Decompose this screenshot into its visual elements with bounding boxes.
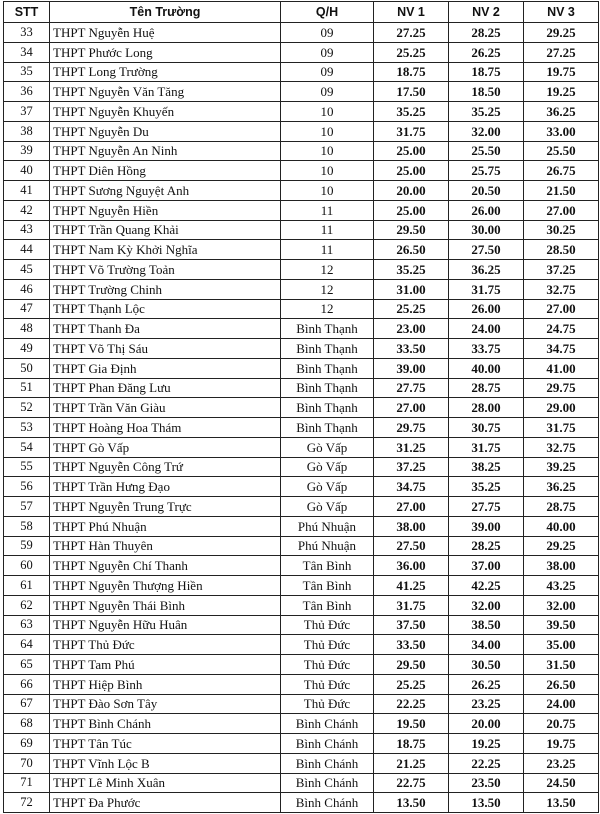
cell-stt: 46 — [4, 279, 50, 299]
cell-stt: 68 — [4, 714, 50, 734]
cell-nv3: 27.25 — [524, 42, 599, 62]
cell-nv3: 19.75 — [524, 734, 599, 754]
cell-district: Phú Nhuận — [281, 536, 374, 556]
cell-stt: 39 — [4, 141, 50, 161]
cell-stt: 44 — [4, 240, 50, 260]
cell-school-name: THPT Hiệp Bình — [50, 674, 281, 694]
cell-stt: 49 — [4, 339, 50, 359]
cell-nv2: 18.75 — [449, 62, 524, 82]
cell-nv1: 20.00 — [374, 181, 449, 201]
table-row — [4, 260, 599, 280]
table-row — [4, 773, 599, 793]
cell-nv1: 31.75 — [374, 595, 449, 615]
cell-district: 10 — [281, 161, 374, 181]
cell-nv3: 30.25 — [524, 220, 599, 240]
cell-nv1: 37.50 — [374, 615, 449, 635]
cell-district: Phú Nhuận — [281, 516, 374, 536]
cell-stt: 71 — [4, 773, 50, 793]
table-row — [4, 457, 599, 477]
table-row — [4, 339, 599, 359]
cell-stt: 54 — [4, 437, 50, 457]
cell-nv1: 34.75 — [374, 477, 449, 497]
cell-nv2: 28.75 — [449, 378, 524, 398]
cell-stt: 37 — [4, 102, 50, 122]
cell-school-name: THPT Thủ Đức — [50, 635, 281, 655]
cell-nv2: 20.00 — [449, 714, 524, 734]
cell-school-name: THPT Đa Phước — [50, 793, 281, 813]
cell-nv2: 30.75 — [449, 418, 524, 438]
cell-school-name: THPT Nguyễn Du — [50, 121, 281, 141]
table-row — [4, 694, 599, 714]
cell-school-name: THPT Đào Sơn Tây — [50, 694, 281, 714]
cell-school-name: THPT Trần Quang Khải — [50, 220, 281, 240]
cell-nv2: 26.25 — [449, 674, 524, 694]
cell-nv3: 31.50 — [524, 655, 599, 675]
cell-nv1: 22.75 — [374, 773, 449, 793]
cell-nv1: 36.00 — [374, 556, 449, 576]
cell-stt: 62 — [4, 595, 50, 615]
cell-nv3: 24.50 — [524, 773, 599, 793]
cell-nv3: 32.75 — [524, 279, 599, 299]
table-row — [4, 674, 599, 694]
table-row — [4, 556, 599, 576]
cell-school-name: THPT Diên Hồng — [50, 161, 281, 181]
cell-district: Bình Thạnh — [281, 398, 374, 418]
cell-stt: 45 — [4, 260, 50, 280]
cell-nv3: 24.00 — [524, 694, 599, 714]
table-row — [4, 615, 599, 635]
cell-nv1: 23.00 — [374, 319, 449, 339]
cell-nv1: 18.75 — [374, 734, 449, 754]
cell-district: Bình Thạnh — [281, 418, 374, 438]
table-body — [4, 23, 599, 813]
cell-district: Thủ Đức — [281, 615, 374, 635]
cell-nv3: 26.50 — [524, 674, 599, 694]
cell-school-name: THPT Phan Đăng Lưu — [50, 378, 281, 398]
cell-stt: 56 — [4, 477, 50, 497]
cell-district: Tân Bình — [281, 576, 374, 596]
cell-district: 10 — [281, 141, 374, 161]
cell-stt: 41 — [4, 181, 50, 201]
header-district: Q/H — [281, 2, 374, 23]
cell-nv1: 31.00 — [374, 279, 449, 299]
cell-district: 09 — [281, 82, 374, 102]
cell-nv3: 28.50 — [524, 240, 599, 260]
cell-nv1: 17.50 — [374, 82, 449, 102]
cell-nv3: 40.00 — [524, 516, 599, 536]
cell-district: Bình Chánh — [281, 714, 374, 734]
cell-nv3: 27.00 — [524, 200, 599, 220]
cell-school-name: THPT Bình Chánh — [50, 714, 281, 734]
cell-nv1: 19.50 — [374, 714, 449, 734]
cell-stt: 58 — [4, 516, 50, 536]
cell-school-name: THPT Nguyễn An Ninh — [50, 141, 281, 161]
header-school-name: Tên Trường — [50, 2, 281, 23]
table-row — [4, 595, 599, 615]
cell-district: 12 — [281, 260, 374, 280]
cell-nv3: 39.25 — [524, 457, 599, 477]
cell-district: Bình Chánh — [281, 734, 374, 754]
cell-nv1: 22.25 — [374, 694, 449, 714]
cell-district: Bình Thạnh — [281, 319, 374, 339]
cell-district: 10 — [281, 121, 374, 141]
cell-nv2: 38.50 — [449, 615, 524, 635]
cell-stt: 42 — [4, 200, 50, 220]
cell-nv3: 36.25 — [524, 102, 599, 122]
table-row — [4, 42, 599, 62]
cell-nv3: 20.75 — [524, 714, 599, 734]
table-row — [4, 793, 599, 813]
cell-school-name: THPT Tam Phú — [50, 655, 281, 675]
table-row — [4, 82, 599, 102]
cell-district: 11 — [281, 220, 374, 240]
table-header-row — [4, 2, 599, 23]
cell-nv1: 13.50 — [374, 793, 449, 813]
cell-nv3: 38.00 — [524, 556, 599, 576]
cell-school-name: THPT Sương Nguyệt Anh — [50, 181, 281, 201]
cell-school-name: THPT Thanh Đa — [50, 319, 281, 339]
cell-stt: 34 — [4, 42, 50, 62]
cell-stt: 43 — [4, 220, 50, 240]
cell-district: 09 — [281, 62, 374, 82]
cell-stt: 63 — [4, 615, 50, 635]
cell-district: 10 — [281, 181, 374, 201]
cell-district: 09 — [281, 23, 374, 43]
cell-nv1: 27.00 — [374, 398, 449, 418]
cell-district: Thủ Đức — [281, 694, 374, 714]
cell-district: 11 — [281, 200, 374, 220]
table-row — [4, 220, 599, 240]
cell-nv3: 29.75 — [524, 378, 599, 398]
cell-stt: 60 — [4, 556, 50, 576]
cell-nv2: 20.50 — [449, 181, 524, 201]
cell-district: Gò Vấp — [281, 457, 374, 477]
table-row — [4, 240, 599, 260]
cell-nv2: 26.00 — [449, 200, 524, 220]
cell-district: Tân Bình — [281, 595, 374, 615]
cell-school-name: THPT Phước Long — [50, 42, 281, 62]
cell-school-name: THPT Gia Định — [50, 358, 281, 378]
cell-nv1: 26.50 — [374, 240, 449, 260]
table-row — [4, 102, 599, 122]
cell-district: Bình Thạnh — [281, 358, 374, 378]
cell-district: 10 — [281, 102, 374, 122]
score-table-container — [3, 1, 597, 813]
table-row — [4, 398, 599, 418]
cell-stt: 50 — [4, 358, 50, 378]
header-nv2: NV 2 — [449, 2, 524, 23]
cell-school-name: THPT Nguyễn Hữu Huân — [50, 615, 281, 635]
header-stt: STT — [4, 2, 50, 23]
cell-nv1: 38.00 — [374, 516, 449, 536]
table-row — [4, 477, 599, 497]
cell-nv3: 37.25 — [524, 260, 599, 280]
cell-nv2: 42.25 — [449, 576, 524, 596]
cell-nv1: 27.75 — [374, 378, 449, 398]
cell-nv1: 27.25 — [374, 23, 449, 43]
cell-nv1: 29.75 — [374, 418, 449, 438]
cell-nv2: 31.75 — [449, 437, 524, 457]
cell-nv3: 19.25 — [524, 82, 599, 102]
cell-school-name: THPT Nguyễn Hiền — [50, 200, 281, 220]
cell-stt: 59 — [4, 536, 50, 556]
cell-stt: 48 — [4, 319, 50, 339]
cell-nv2: 28.25 — [449, 23, 524, 43]
cell-stt: 33 — [4, 23, 50, 43]
cell-district: Gò Vấp — [281, 497, 374, 517]
cell-stt: 36 — [4, 82, 50, 102]
table-row — [4, 62, 599, 82]
cell-school-name: THPT Gò Vấp — [50, 437, 281, 457]
cell-stt: 51 — [4, 378, 50, 398]
cell-school-name: THPT Trần Hưng Đạo — [50, 477, 281, 497]
cell-nv2: 35.25 — [449, 477, 524, 497]
table-row — [4, 121, 599, 141]
cell-nv2: 27.75 — [449, 497, 524, 517]
cell-nv3: 41.00 — [524, 358, 599, 378]
cell-nv1: 25.25 — [374, 674, 449, 694]
cell-nv2: 38.25 — [449, 457, 524, 477]
cell-district: Bình Chánh — [281, 753, 374, 773]
cell-nv2: 39.00 — [449, 516, 524, 536]
cell-school-name: THPT Nguyễn Thái Bình — [50, 595, 281, 615]
cell-nv1: 25.25 — [374, 299, 449, 319]
cell-school-name: THPT Phú Nhuận — [50, 516, 281, 536]
cell-stt: 53 — [4, 418, 50, 438]
cell-nv3: 31.75 — [524, 418, 599, 438]
cell-nv3: 39.50 — [524, 615, 599, 635]
table-row — [4, 497, 599, 517]
cell-nv3: 24.75 — [524, 319, 599, 339]
table-row — [4, 181, 599, 201]
cell-school-name: THPT Trần Văn Giàu — [50, 398, 281, 418]
cell-nv1: 41.25 — [374, 576, 449, 596]
cell-district: Thủ Đức — [281, 674, 374, 694]
cell-stt: 40 — [4, 161, 50, 181]
cell-nv2: 28.25 — [449, 536, 524, 556]
cell-stt: 67 — [4, 694, 50, 714]
table-row — [4, 536, 599, 556]
table-row — [4, 753, 599, 773]
cell-stt: 66 — [4, 674, 50, 694]
cell-nv1: 31.75 — [374, 121, 449, 141]
table-row — [4, 23, 599, 43]
cell-nv1: 31.25 — [374, 437, 449, 457]
cell-nv1: 25.00 — [374, 200, 449, 220]
cell-stt: 65 — [4, 655, 50, 675]
cell-nv1: 39.00 — [374, 358, 449, 378]
cell-district: Tân Bình — [281, 556, 374, 576]
cell-school-name: THPT Nguyễn Chí Thanh — [50, 556, 281, 576]
cell-nv1: 18.75 — [374, 62, 449, 82]
cell-nv3: 34.75 — [524, 339, 599, 359]
cell-nv1: 33.50 — [374, 635, 449, 655]
cell-school-name: THPT Vĩnh Lộc B — [50, 753, 281, 773]
cell-nv1: 37.25 — [374, 457, 449, 477]
cell-nv2: 32.00 — [449, 595, 524, 615]
cell-district: 12 — [281, 279, 374, 299]
cell-nv3: 29.00 — [524, 398, 599, 418]
cell-nv2: 13.50 — [449, 793, 524, 813]
cell-school-name: THPT Thạnh Lộc — [50, 299, 281, 319]
cell-nv1: 27.50 — [374, 536, 449, 556]
header-nv1: NV 1 — [374, 2, 449, 23]
cell-nv1: 25.25 — [374, 42, 449, 62]
header-nv3: NV 3 — [524, 2, 599, 23]
cell-stt: 69 — [4, 734, 50, 754]
cell-nv3: 36.25 — [524, 477, 599, 497]
cell-nv2: 33.75 — [449, 339, 524, 359]
cell-school-name: THPT Nguyễn Huệ — [50, 23, 281, 43]
cell-nv2: 25.75 — [449, 161, 524, 181]
cell-nv3: 25.50 — [524, 141, 599, 161]
cell-district: Gò Vấp — [281, 477, 374, 497]
cell-district: 11 — [281, 240, 374, 260]
cell-school-name: THPT Nguyễn Thượng Hiền — [50, 576, 281, 596]
cell-school-name: THPT Nguyễn Khuyến — [50, 102, 281, 122]
cell-stt: 38 — [4, 121, 50, 141]
cell-nv2: 23.50 — [449, 773, 524, 793]
cell-nv3: 13.50 — [524, 793, 599, 813]
cell-nv3: 26.75 — [524, 161, 599, 181]
cell-school-name: THPT Nam Kỳ Khởi Nghĩa — [50, 240, 281, 260]
table-row — [4, 437, 599, 457]
cell-nv1: 29.50 — [374, 220, 449, 240]
cell-nv1: 27.00 — [374, 497, 449, 517]
cell-school-name: THPT Trường Chinh — [50, 279, 281, 299]
cell-school-name: THPT Long Trường — [50, 62, 281, 82]
cell-district: Thủ Đức — [281, 635, 374, 655]
cell-stt: 57 — [4, 497, 50, 517]
cell-nv2: 27.50 — [449, 240, 524, 260]
cell-district: Bình Chánh — [281, 773, 374, 793]
cell-stt: 70 — [4, 753, 50, 773]
cell-district: 12 — [281, 299, 374, 319]
cell-nv2: 26.25 — [449, 42, 524, 62]
cell-nv2: 31.75 — [449, 279, 524, 299]
cell-nv3: 29.25 — [524, 536, 599, 556]
cell-nv3: 28.75 — [524, 497, 599, 517]
cell-district: 09 — [281, 42, 374, 62]
cell-nv1: 35.25 — [374, 102, 449, 122]
cell-stt: 64 — [4, 635, 50, 655]
cell-nv3: 43.25 — [524, 576, 599, 596]
cell-nv3: 21.50 — [524, 181, 599, 201]
cell-nv2: 34.00 — [449, 635, 524, 655]
cell-district: Bình Thạnh — [281, 378, 374, 398]
cell-nv2: 30.50 — [449, 655, 524, 675]
table-row — [4, 358, 599, 378]
cell-nv3: 32.75 — [524, 437, 599, 457]
table-row — [4, 319, 599, 339]
cell-nv2: 28.00 — [449, 398, 524, 418]
cell-nv2: 19.25 — [449, 734, 524, 754]
cell-school-name: THPT Võ Thị Sáu — [50, 339, 281, 359]
cell-nv2: 40.00 — [449, 358, 524, 378]
cell-stt: 35 — [4, 62, 50, 82]
cell-stt: 55 — [4, 457, 50, 477]
cell-school-name: THPT Hàn Thuyên — [50, 536, 281, 556]
cell-nv1: 35.25 — [374, 260, 449, 280]
table-row — [4, 714, 599, 734]
cell-nv2: 24.00 — [449, 319, 524, 339]
cell-nv3: 35.00 — [524, 635, 599, 655]
cell-nv3: 32.00 — [524, 595, 599, 615]
cell-stt: 72 — [4, 793, 50, 813]
cell-school-name: THPT Nguyễn Công Trứ — [50, 457, 281, 477]
table-row — [4, 279, 599, 299]
cell-stt: 61 — [4, 576, 50, 596]
table-row — [4, 299, 599, 319]
cell-school-name: THPT Nguyễn Văn Tăng — [50, 82, 281, 102]
cell-nv2: 36.25 — [449, 260, 524, 280]
cell-district: Thủ Đức — [281, 655, 374, 675]
cell-school-name: THPT Lê Minh Xuân — [50, 773, 281, 793]
cell-district: Gò Vấp — [281, 437, 374, 457]
table-row — [4, 635, 599, 655]
table-row — [4, 418, 599, 438]
cell-nv2: 25.50 — [449, 141, 524, 161]
table-row — [4, 576, 599, 596]
cell-nv2: 23.25 — [449, 694, 524, 714]
cell-nv3: 33.00 — [524, 121, 599, 141]
cell-nv2: 26.00 — [449, 299, 524, 319]
cell-nv1: 29.50 — [374, 655, 449, 675]
cell-nv2: 37.00 — [449, 556, 524, 576]
admission-score-table — [3, 1, 599, 813]
cell-district: Bình Chánh — [281, 793, 374, 813]
cell-stt: 52 — [4, 398, 50, 418]
table-row — [4, 655, 599, 675]
table-row — [4, 734, 599, 754]
cell-nv1: 21.25 — [374, 753, 449, 773]
cell-nv2: 35.25 — [449, 102, 524, 122]
table-row — [4, 200, 599, 220]
cell-nv1: 25.00 — [374, 161, 449, 181]
cell-nv3: 27.00 — [524, 299, 599, 319]
cell-school-name: THPT Võ Trường Toản — [50, 260, 281, 280]
cell-nv2: 32.00 — [449, 121, 524, 141]
cell-nv3: 29.25 — [524, 23, 599, 43]
table-row — [4, 161, 599, 181]
cell-stt: 47 — [4, 299, 50, 319]
cell-nv1: 33.50 — [374, 339, 449, 359]
cell-nv3: 19.75 — [524, 62, 599, 82]
cell-nv3: 23.25 — [524, 753, 599, 773]
cell-school-name: THPT Nguyễn Trung Trực — [50, 497, 281, 517]
cell-nv2: 30.00 — [449, 220, 524, 240]
cell-school-name: THPT Hoàng Hoa Thám — [50, 418, 281, 438]
cell-district: Bình Thạnh — [281, 339, 374, 359]
table-row — [4, 516, 599, 536]
table-row — [4, 378, 599, 398]
cell-nv2: 22.25 — [449, 753, 524, 773]
cell-nv1: 25.00 — [374, 141, 449, 161]
table-row — [4, 141, 599, 161]
cell-school-name: THPT Tân Túc — [50, 734, 281, 754]
cell-nv2: 18.50 — [449, 82, 524, 102]
